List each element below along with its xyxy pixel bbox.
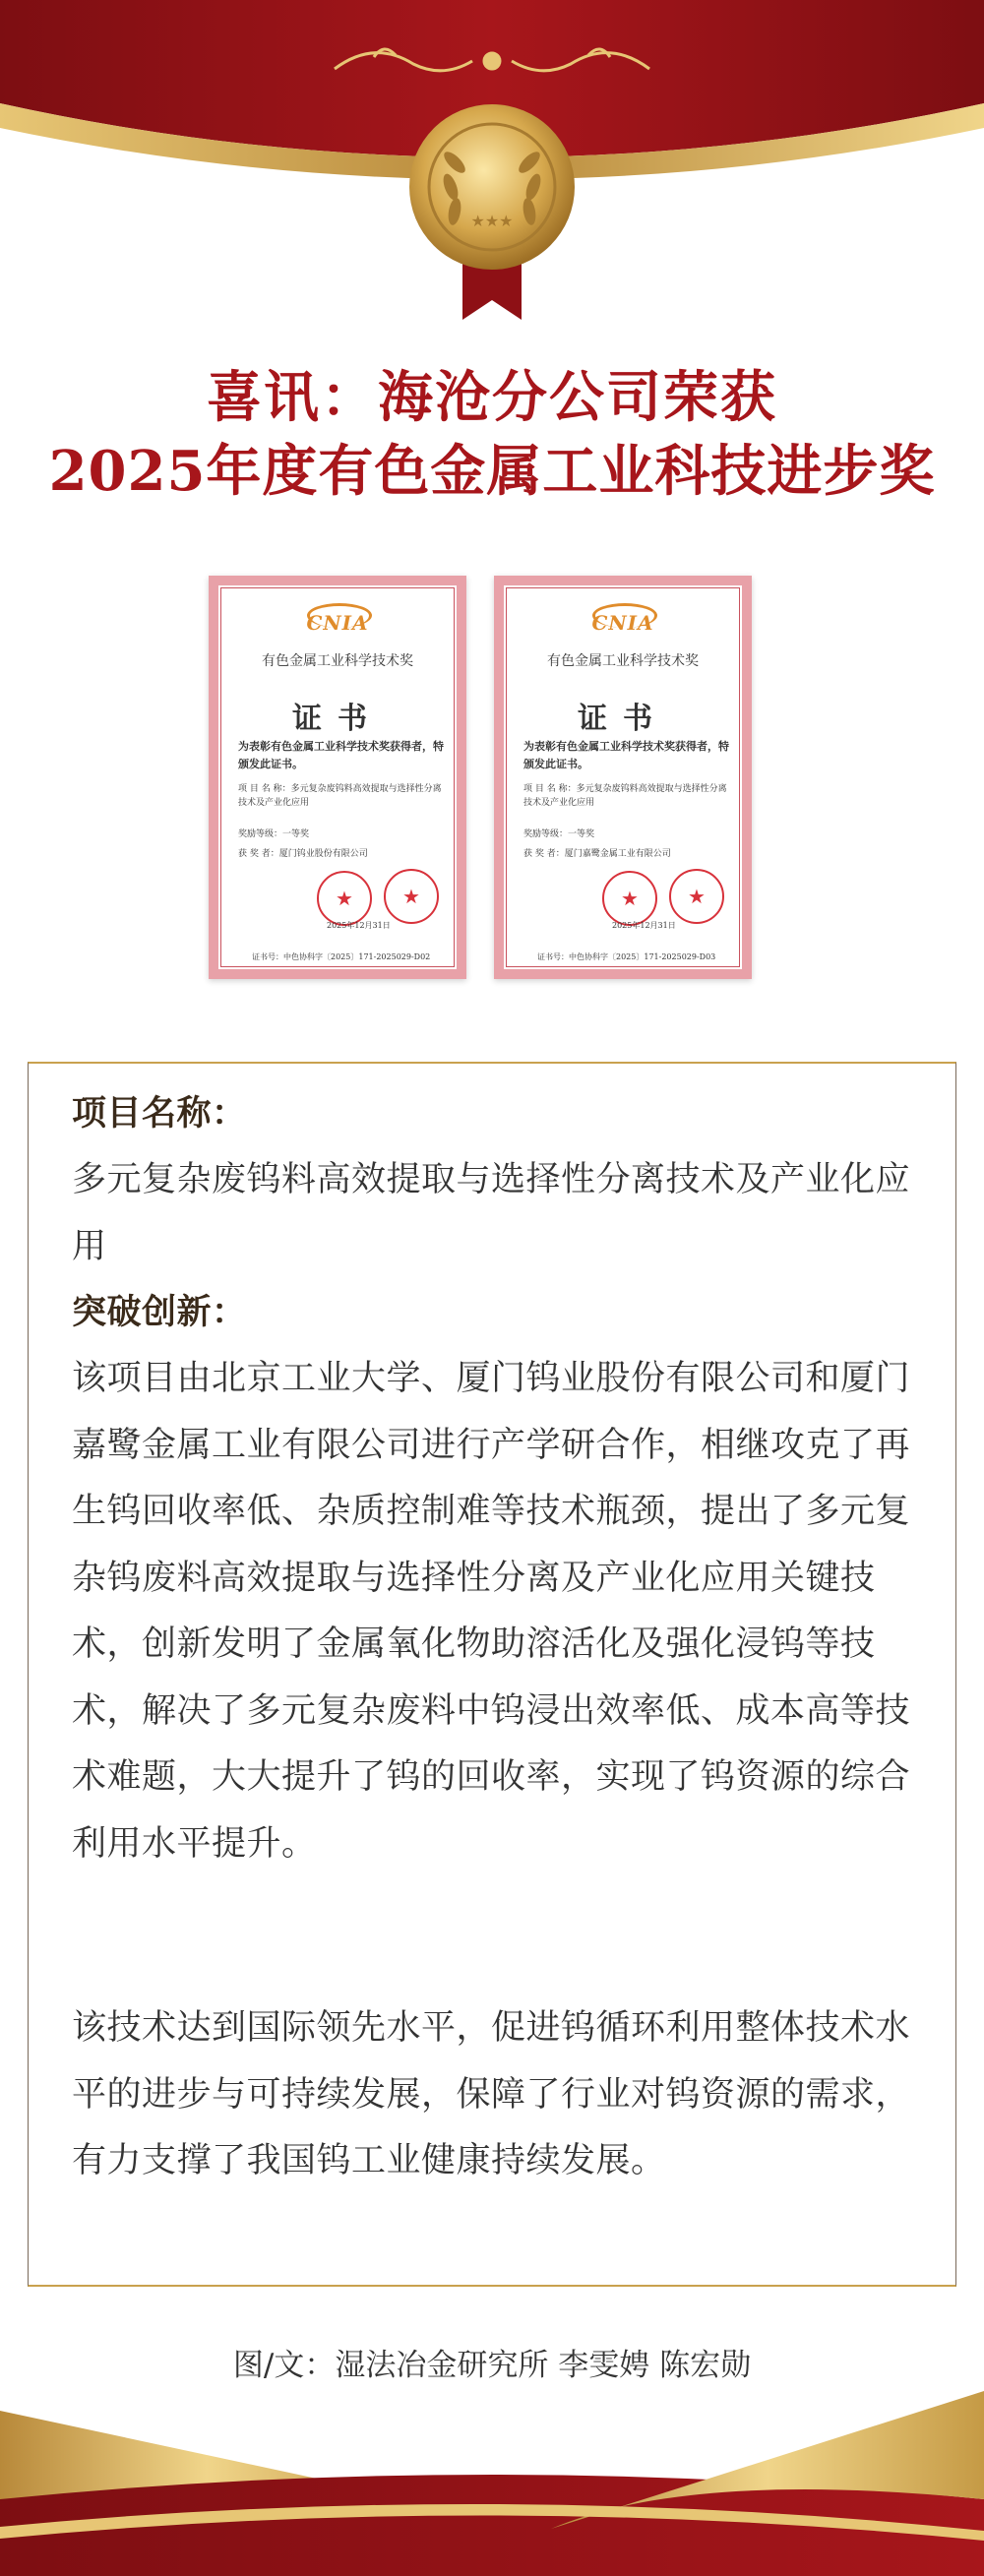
certificate-image-2: [494, 576, 752, 979]
certificate-praise: 为表彰有色金属工业科学技术奖获得者，特颁发此证书。: [238, 740, 444, 770]
certificate-project: 项 目 名 称：多元复杂废钨料高效提取与选择性分离技术及产业化应用: [523, 784, 727, 808]
breakthrough-paragraph-1: 该项目由北京工业大学、厦门钨业股份有限公司和厦门嘉鹭金属工业有限公司进行产学研合作，相继攻克了再生钨回收率低、杂质控制难等技术瓶颈，提出了多元复杂钨废料高效提取与选择性分离及产业化应用关键技术，创新发明了金属氧化物助溶活化及强化浸钨等技术，解决了多元复杂废料中钨浸出效率低、成本高等技术难题，大大提升了钨的回收率，实现了钨资源的综合利用水平提升。: [72, 1359, 911, 1864]
certificate-org: 有色金属工业科学技术奖: [262, 653, 413, 669]
project-name: 多元复杂废钨料高效提取与选择性分离技术及产业化应用: [72, 1160, 911, 1266]
certificate-image-1: [209, 576, 466, 979]
certificate-date: 2025年12月31日: [612, 921, 676, 930]
certificate-heading: 证书: [292, 702, 383, 736]
red-seal-stamp-icon: [317, 871, 372, 926]
red-seal-stamp-icon: [602, 871, 657, 926]
certificate-date: 2025年12月31日: [327, 921, 391, 930]
red-seal-stamp-icon: [669, 869, 724, 924]
project-label: 项目名称：: [72, 1094, 247, 1134]
certificate-heading: 证书: [578, 702, 668, 736]
certificate-level: 奖励等级：一等奖: [523, 829, 595, 839]
certificate-project: 项 目 名 称：多元复杂废钨料高效提取与选择性分离技术及产业化应用: [238, 784, 442, 808]
page-title-line1: 喜讯：海沧分公司荣获: [207, 365, 777, 430]
content-box: [28, 1062, 956, 2287]
certificate-level: 奖励等级：一等奖: [238, 829, 310, 839]
breakthrough-paragraph-2: 该技术达到国际领先水平，促进钨循环利用整体技术水平的进步与可持续发展，保障了行业对钨资源的需求，有力支撑了我国钨工业健康持续发展。: [72, 2008, 911, 2180]
certificate-winner: 获 奖 者：厦门钨业股份有限公司: [238, 849, 368, 859]
certificate-org: 有色金属工业科学技术奖: [547, 653, 699, 669]
certificate-code: 证书号：中色协科字〔2025〕171-2025029-D03: [537, 952, 716, 961]
certificate-praise: 为表彰有色金属工业科学技术奖获得者，特颁发此证书。: [523, 740, 729, 770]
certificate-winner: 获 奖 者：厦门嘉鹭金属工业有限公司: [523, 849, 671, 859]
credit-line: 图/文：湿法冶金研究所 李雯娉 陈宏勋: [232, 2348, 752, 2383]
bottom-banner: [0, 2352, 984, 2576]
certificate-code: 证书号：中色协科字〔2025〕171-2025029-D02: [252, 952, 431, 961]
certificate-logo: CNIA: [591, 611, 654, 635]
page-title-line2: 2025年度有色金属工业科技进步奖: [48, 439, 936, 504]
laurel-medal-icon: [403, 98, 581, 325]
certificate-logo: CNIA: [306, 611, 369, 635]
star-icon: ★★★: [470, 212, 514, 230]
breakthrough-label: 突破创新：: [72, 1293, 247, 1332]
red-seal-stamp-icon: [384, 869, 439, 924]
